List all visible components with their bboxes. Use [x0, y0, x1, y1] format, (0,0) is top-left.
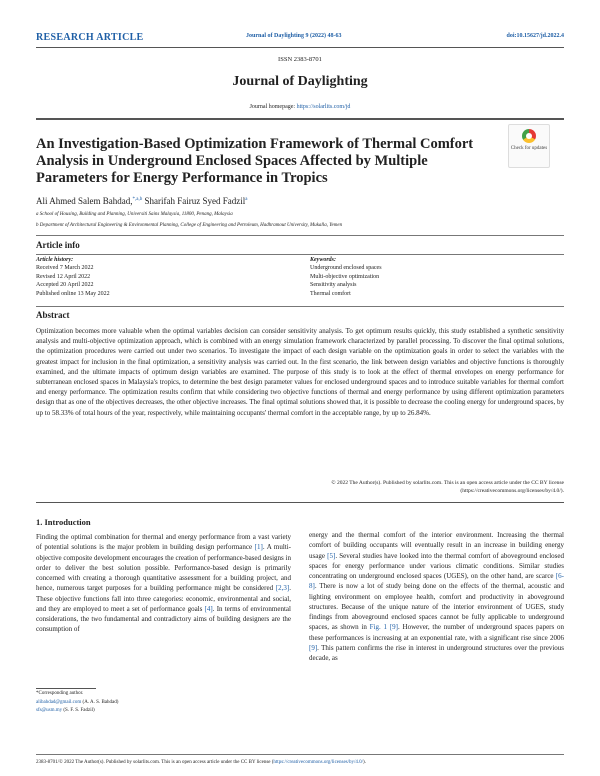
keywords-rule — [36, 306, 564, 307]
paper-title: An Investigation-Based Optimization Framework of Thermal Comfort Analysis in Underground Enclosed Spaces Affected by Multiple Parameters for Energy Performance in Tropics — [36, 136, 474, 186]
keyword: Thermal comfort — [310, 290, 351, 297]
footer-end: ). — [363, 760, 366, 765]
citation-link[interactable]: [9] — [309, 643, 318, 652]
email-1-line — [36, 699, 118, 708]
intro-text: energy and the thermal comfort of the interior environment. Increasing the thermal comfort of building occupants will eventually result in an increase in building energy usage — [309, 531, 564, 560]
authors — [36, 196, 247, 206]
license-link[interactable]: https://creativecommons.org/licenses/by/4.0/ — [273, 760, 364, 765]
history-item: Received 7 March 2022 — [36, 265, 94, 272]
intro-text: . These objective functions fall into three categories: economic, environmental and social, and they are employed to meet a set of performance goals — [36, 584, 291, 613]
citation-link[interactable]: [5] — [327, 551, 336, 560]
intro-text: . Several studies have looked into the thermal comfort of aboveground enclosed spaces for energy performance under various climatic conditions. Similar studies concentrating on underground enclosed spaces (UGES), on the other hand, are scarce — [309, 551, 564, 580]
intro-text: . This pattern confirms the rise in interest in underground structures over the previous decade, as — [309, 643, 564, 662]
issn: ISSN 2383-8701 — [278, 56, 322, 63]
footnote-rule — [36, 688, 96, 689]
intro-text: . There is now a lot of study being done on the effects of the thermal, acoustic and lighting environment on employee health, comfort and productivity in aboveground structures. Because of the unique nature of the interior environment of UGES, study findings from aboveground enclosed spaces cannot be fully applicable to underground spaces, as shown in — [309, 582, 564, 632]
article-info-heading: Article info — [36, 240, 80, 250]
article-history — [36, 256, 286, 298]
check-updates-icon-center — [526, 133, 532, 139]
footer-text: 2383-8701/© 2022 The Author(s). Published by solarlits.com. This is an open access article under the CC BY license ( — [36, 760, 274, 765]
footer — [36, 760, 564, 765]
citation-link[interactable]: [2,3] — [275, 584, 290, 593]
author-1: Ali Ahmed Salem Bahdad, — [36, 196, 133, 206]
affiliation-a: a School of Housing, Building and Planning, Universiti Sains Malaysia, 11800, Penang, Malaysia — [36, 212, 233, 217]
journal-reference: Journal of Daylighting 9 (2022) 48-63 — [246, 33, 342, 39]
history-item: Accepted 20 April 2022 — [36, 282, 94, 289]
affiliation-b: b Department of Architectural Engineering & Environmental Planning, College of Engineering and Petroleum, Hadhramout University, Mukalla, Yemen — [36, 223, 343, 228]
homepage-link[interactable]: https://solarlits.com/jd — [296, 104, 351, 110]
journal-homepage — [0, 104, 600, 110]
homepage-label: Journal homepage: — [249, 104, 296, 110]
email-2-owner: (S. F. S. Fadzil) — [62, 708, 95, 713]
author-1-affiliation-marks[interactable]: *,a,b — [132, 197, 143, 202]
abstract-rule — [36, 502, 564, 503]
keyword: Underground enclosed spaces — [310, 265, 382, 272]
keywords-label: Keywords: — [310, 257, 336, 263]
affil-rule — [36, 235, 564, 236]
article-history-label: Article history: — [36, 257, 74, 263]
abstract-text: Optimization becomes more valuable when the optimal variables decision can consider sensitivity analysis. To get optimum results quickly, this study established a synthetic sensitivity analysis and multi-objective optimization approach, which is combined with an energy simulation framework characterized by parallel processing. To discover the final optimal solutions, the optimization procedures were carried out under two scenarios. To investigate the impact of each design variable on the optimization goals in order to select the variables with the greatest impact for inclusion in the final optimization, a sensitivity analysis was carried out. In the first scenario, the link between design variables and objective functions is thoroughly examined, and the ultimate impacts of optimum design variables are examined. The purpose of this study is to look at the effect of thermal envelopes on energy performance for subterranean enclosed spaces in Malaysia's tropics, to determine the best design parameter values for enclosed underground spaces and to introduce suitable variables for thermal comfort and energy performance. The optimization results confirm that while considering two objective functions of thermal and energy performance by using different optimization parameters design that as one of the objectives decreases, the other objective increases. The final optimal solutions showed that, it is possible to decrease the cooling energy for underground spaces, by up to 58.33% of total hours of the year, respectively, while maintaining occupants' thermal comfort in the acceptable range, by up to 26.84%. — [36, 327, 564, 417]
citation-link[interactable]: [6-8] — [309, 572, 564, 591]
intro-text: Finding the optimal combination for thermal and energy performance from a vast variety of potential solutions is the major problem in building design performance — [36, 533, 291, 552]
badge-label: Check for updates — [510, 146, 548, 151]
keywords — [310, 256, 560, 298]
abstract-heading: Abstract — [36, 310, 70, 320]
copyright-line-2[interactable]: (https://creativecommons.org/licenses/by/4.0/). — [460, 487, 564, 494]
author-2-affiliation-mark[interactable]: a — [245, 197, 248, 202]
footnote — [36, 690, 118, 716]
doi-link[interactable]: doi:10.15627/jd.2022.4 — [506, 33, 564, 39]
header-rule — [36, 47, 564, 48]
intro-text: . A multi-objective composite development encourages the creation of performance-based designs in order to deliver the best solution possible. Performance-based design is primarily concerned with creating a thorough quantitative assessment for a building project, and hence, numerous target purposes for a building performance might be considered — [36, 543, 291, 593]
citation-link[interactable]: [1] — [254, 543, 263, 552]
email-2-link[interactable]: sfs@usm.my — [36, 708, 63, 713]
intro-column-2 — [309, 530, 564, 663]
figure-link[interactable]: Fig. 1 — [369, 623, 388, 632]
intro-text: . In terms of environmental considerations, the two fundamental and contradictory aims of building designers are the consumption of — [36, 604, 291, 634]
email-2-line — [36, 707, 118, 716]
history-item: Published online 13 May 2022 — [36, 290, 110, 297]
article-info-rule — [36, 254, 564, 255]
keyword: Sensitivity analysis — [310, 282, 357, 289]
masthead-rule — [36, 118, 564, 120]
section-label: RESEARCH ARTICLE — [36, 32, 144, 43]
footer-rule — [36, 754, 564, 755]
history-item: Revised 12 April 2022 — [36, 273, 91, 280]
citation-link[interactable]: [4] — [204, 604, 213, 613]
introduction-heading: 1. Introduction — [36, 517, 91, 527]
copyright-line-1: © 2022 The Author(s). Published by solarlits.com. This is an open access article under the CC BY license — [331, 480, 564, 486]
copyright-notice — [264, 480, 564, 495]
corresponding-author-label: *Corresponding author. — [36, 691, 84, 696]
citation-link[interactable]: [9] — [389, 623, 398, 632]
check-for-updates-badge[interactable] — [508, 124, 550, 168]
author-2: Sharifah Fairuz Syed Fadzil — [144, 196, 246, 206]
email-1-link[interactable]: alibahdad@gmail.com — [36, 699, 82, 705]
intro-text: . However, the number of underground spaces papers on these performances is increasing at an exponential rate, with a significant rise since 2006 — [309, 623, 565, 642]
intro-column-1 — [36, 532, 291, 635]
email-1-owner: (A. A. S. Bahdad) — [81, 699, 119, 705]
journal-title: Journal of Daylighting — [232, 74, 368, 89]
keyword: Multi-objective optimization — [310, 273, 380, 280]
